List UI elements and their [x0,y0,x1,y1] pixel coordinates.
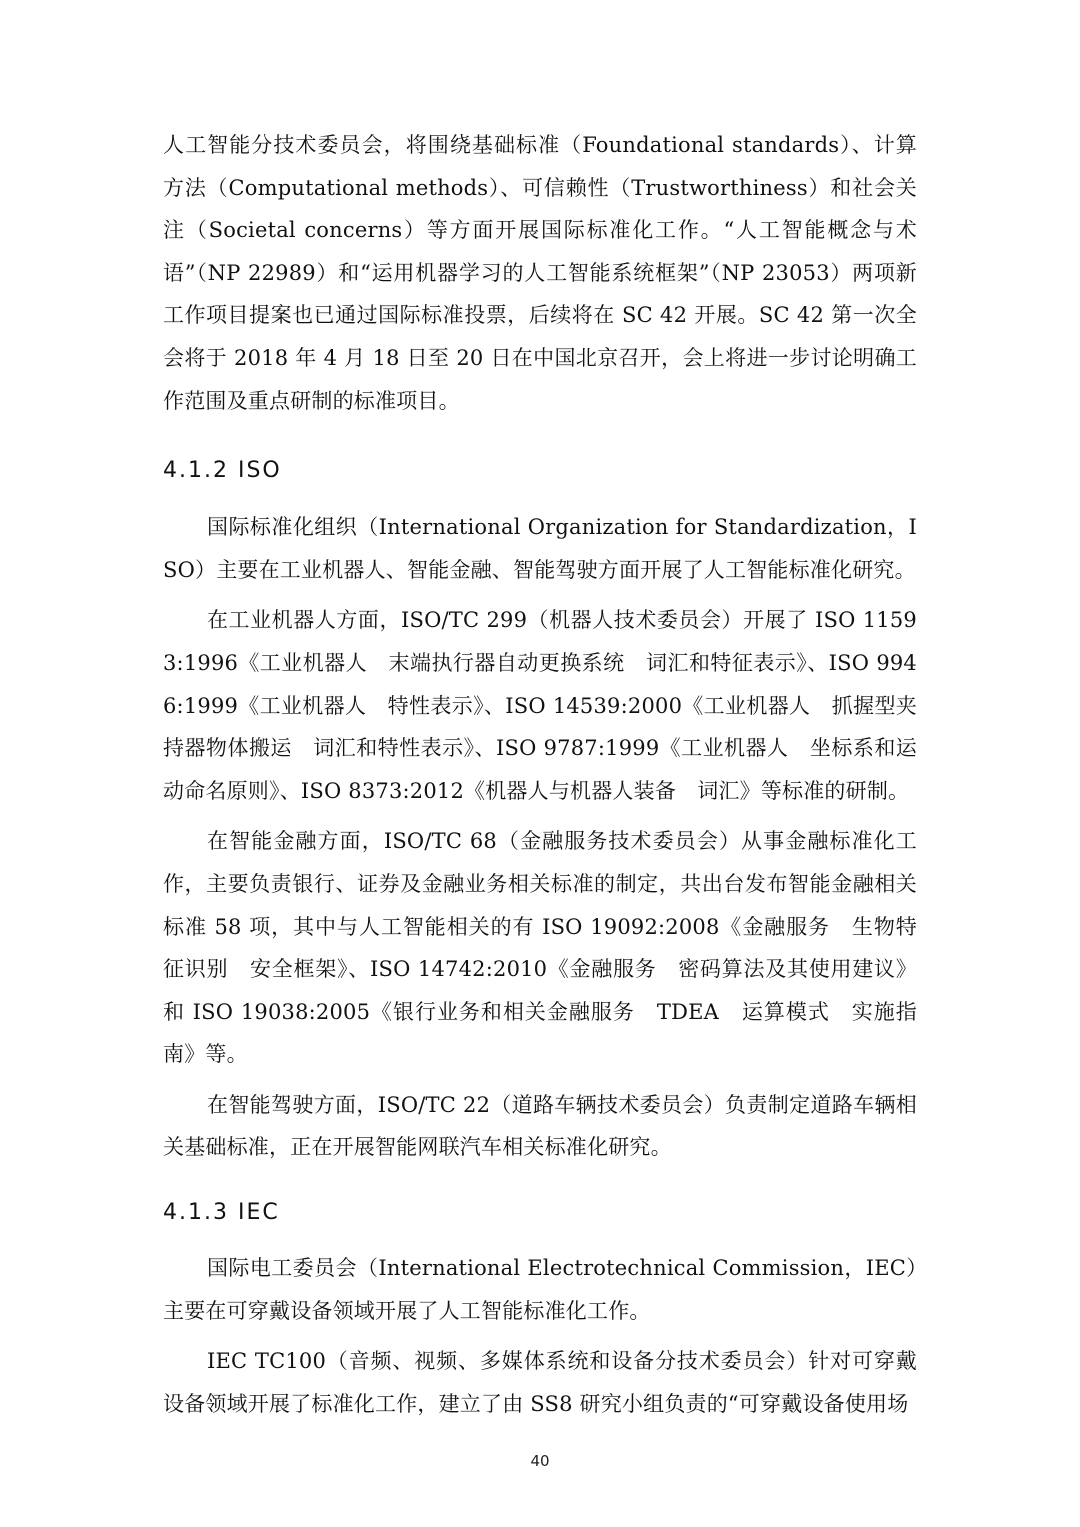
paragraph-iso-intro: 国际标准化组织（International Organization for Standardization，ISO）主要在工业机器人、智能金融、智能驾驶方面开展了人工智能标准化研究。 [163,515,917,582]
page-body [163,124,917,1425]
section-heading-iso: 4.1.2 ISO [163,458,282,484]
page-number: 40 [530,1452,550,1470]
paragraph-smart-finance: 在智能金融方面，ISO/TC 68（金融服务技术委员会）从事金融标准化工作，主要负责银行、证券及金融业务相关标准的制定，共出台发布智能金融相关标准 58 项，其中与人工智能相关的有 ISO 19092:2008《金融服务 生物特征识别 安全框架》、ISO 14742:2010《金融服务 密码算法及其使用建议》和 ISO 19038:2005《银行业务和相关金融服务 TDEA 运算模式 实施指南》等。 [163,829,917,1067]
paragraph-sc42-continued: 人工智能分技术委员会，将围绕基础标准（Foundational standards）、计算方法（Computational methods）、可信赖性（Trustworthiness）和社会关注（Societal concerns）等方面开展国际标准化工作。“人工智能概念与术语”（NP 22989）和“运用机器学习的人工智能系统框架”（NP 23053）两项新工作项目提案也已通过国际标准投票，后续将在 SC 42 开展。SC 42 第一次全会将于 2018 年 4 月 18 日至 20 日在中国北京召开，会上将进一步讨论明确工作范围及重点研制的标准项目。 [163,133,917,413]
paragraph-iec-tc100: IEC TC100（音频、视频、多媒体系统和设备分技术委员会）针对可穿戴设备领域开展了标准化工作，建立了由 SS8 研究小组负责的“可穿戴设备使用场 [163,1349,917,1416]
paragraph-iec-intro: 国际电工委员会（International Electrotechnical Commission，IEC）主要在可穿戴设备领域开展了人工智能标准化工作。 [163,1256,917,1323]
paragraph-industrial-robots: 在工业机器人方面，ISO/TC 299（机器人技术委员会）开展了 ISO 11593:1996《工业机器人 末端执行器自动更换系统 词汇和特征表示》、ISO 9946:1999《工业机器人 特性表示》、ISO 14539:2000《工业机器人 抓握型夹持器物体搬运 词汇和特性表示》、ISO 9787:1999《工业机器人 坐标系和运动命名原则》、ISO 8373:2012《机器人与机器人装备 词汇》等标准的研制。 [163,608,917,803]
section-heading-iec: 4.1.3 IEC [163,1200,280,1226]
paragraph-smart-driving: 在智能驾驶方面，ISO/TC 22（道路车辆技术委员会）负责制定道路车辆相关基础标准，正在开展智能网联汽车相关标准化研究。 [163,1092,917,1160]
